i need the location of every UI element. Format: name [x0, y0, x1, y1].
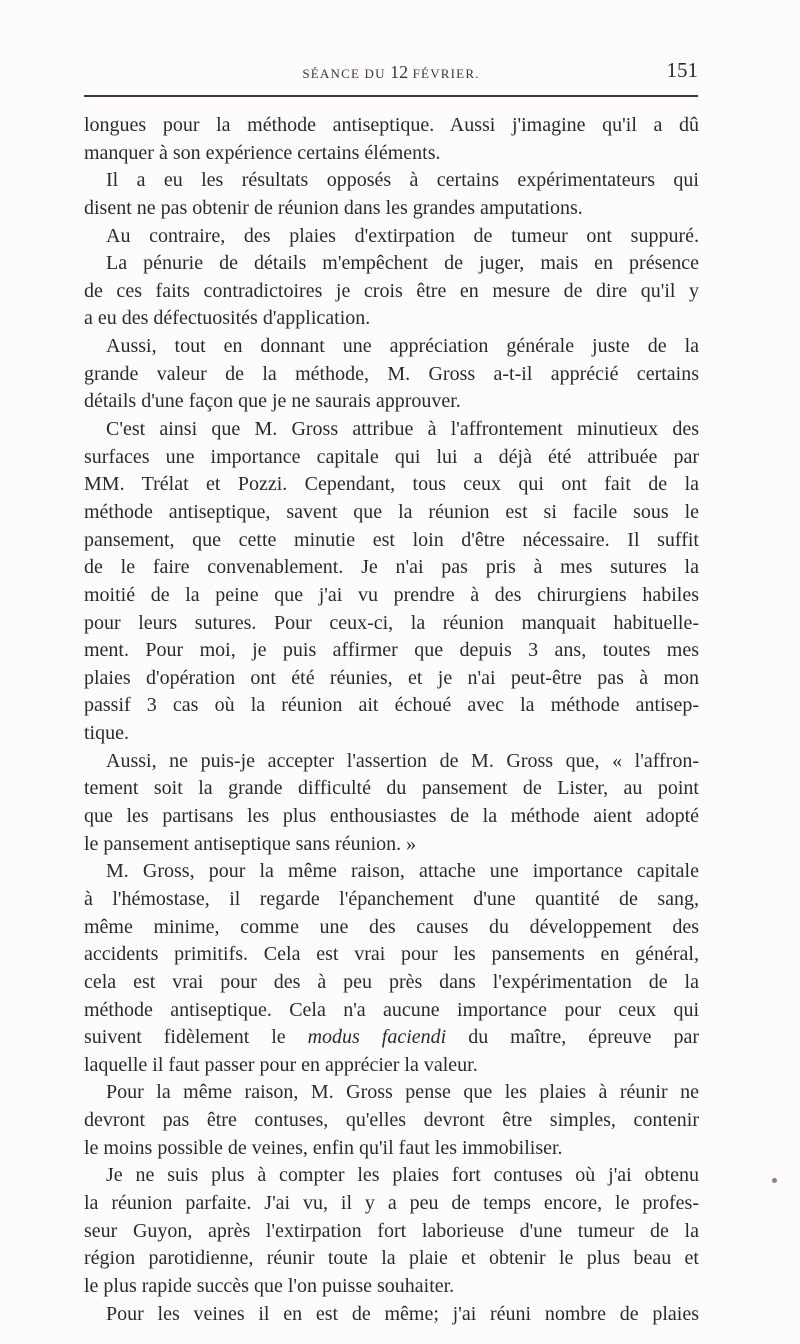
text-line: le pansement antiseptique sans réunion. » [84, 832, 417, 855]
text-line: devront pas être contuses, qu'elles devront être simples, contenir [84, 1109, 699, 1132]
text-line: le plus rapide succès que l'on puisse souhaiter. [84, 1274, 455, 1297]
page-number: 151 [666, 58, 698, 82]
italic-phrase: modus faciendi [307, 1026, 447, 1049]
text-line: Aussi, tout en donnant une appréciation générale juste de la [106, 335, 699, 358]
text-line: même minime, comme une des causes du développement des [84, 915, 699, 938]
body-text [84, 112, 699, 1328]
text-line: passif 3 cas où la réunion ait échoué avec la méthode antisep- [84, 694, 699, 717]
text-line: grande valeur de la méthode, M. Gross a-t-il apprécié certains [84, 362, 699, 385]
text-line: La pénurie de détails m'empêchent de juger, mais en présence [106, 252, 699, 275]
running-head [84, 58, 698, 86]
text-line: pansement, que cette minutie est loin d'être nécessaire. Il suffit [84, 528, 699, 551]
text-line: ment. Pour moi, je puis affirmer que depuis 3 ans, toutes mes [84, 639, 699, 662]
running-title: SÉANCE DU 12 FÉVRIER. [302, 62, 480, 82]
text-line: le moins possible de veines, enfin qu'il faut les immobiliser. [84, 1136, 563, 1159]
text-line: moitié de la peine que j'ai vu prendre à des chirurgiens habiles [84, 583, 699, 606]
text-line: méthode antiseptique, savent que la réunion est si facile sous le [84, 500, 699, 523]
text-line: région parotidienne, réunir toute la plaie et obtenir le plus beau et [84, 1247, 699, 1270]
text-line: accidents primitifs. Cela est vrai pour les pansements en général, [84, 943, 699, 966]
header-rule [84, 95, 698, 97]
text-line: MM. Trélat et Pozzi. Cependant, tous ceux qui ont fait de la [84, 473, 699, 496]
text-line: surfaces une importance capitale qui lui a déjà été attribuée par [84, 445, 699, 468]
text-line: Pour les veines il en est de même; j'ai réuni nombre de plaies [106, 1302, 699, 1325]
text-line: disent ne pas obtenir de réunion dans les grandes amputations. [84, 196, 583, 219]
text-line: M. Gross, pour la même raison, attache une importance capitale [106, 860, 699, 883]
text-line: de le faire convenablement. Je n'ai pas pris à mes sutures la [84, 556, 699, 579]
text-line: tement soit la grande difficulté du pansement de Lister, au point [84, 777, 699, 800]
text-line: que les partisans les plus enthousiastes de la méthode aient adopté [84, 805, 699, 828]
text-line: a eu des défectuosités d'application. [84, 307, 371, 330]
text-line: détails d'une façon que je ne saurais approuver. [84, 390, 461, 413]
text-line: Je ne suis plus à compter les plaies fort contuses où j'ai obtenu [106, 1164, 699, 1187]
text-line: plaies d'opération ont été réunies, et je n'ai peut-être pas à mon [84, 666, 699, 689]
print-speck [772, 1178, 777, 1183]
text-line: seur Guyon, après l'extirpation fort laborieuse d'une tumeur de la [84, 1219, 699, 1242]
text-line: pour leurs sutures. Pour ceux-ci, la réunion manquait habituelle- [84, 611, 699, 634]
text-line: à l'hémostase, il regarde l'épanchement d'une quantité de sang, [84, 887, 699, 910]
text-line: méthode antiseptique. Cela n'a aucune importance pour ceux qui [84, 998, 699, 1021]
text-line: laquelle il faut passer pour en apprécier la valeur. [84, 1053, 478, 1076]
text-line: Au contraire, des plaies d'extirpation de tumeur ont suppuré. [106, 224, 699, 247]
text-line: cela est vrai pour des à peu près dans l'expérimentation de la [84, 970, 699, 993]
text-line: de ces faits contradictoires je crois être en mesure de dire qu'il y [84, 279, 699, 302]
text-line: longues pour la méthode antiseptique. Aussi j'imagine qu'il a dû [84, 114, 699, 136]
text-line: tique. [84, 722, 129, 745]
text-line-with-italic: suivent fidèlement le modus faciendi du maître, épreuve par [84, 1026, 699, 1049]
text-line: manquer à son expérience certains éléments. [84, 141, 441, 164]
text-line: Aussi, ne puis-je accepter l'assertion de M. Gross que, « l'affron- [106, 749, 699, 772]
text-line: la réunion parfaite. J'ai vu, il y a peu de temps encore, le profes- [84, 1191, 699, 1214]
text-line: Il a eu les résultats opposés à certains expérimentateurs qui [106, 169, 699, 192]
text-line: Pour la même raison, M. Gross pense que les plaies à réunir ne [106, 1081, 699, 1104]
text-line: C'est ainsi que M. Gross attribue à l'affrontement minutieux des [106, 418, 699, 441]
